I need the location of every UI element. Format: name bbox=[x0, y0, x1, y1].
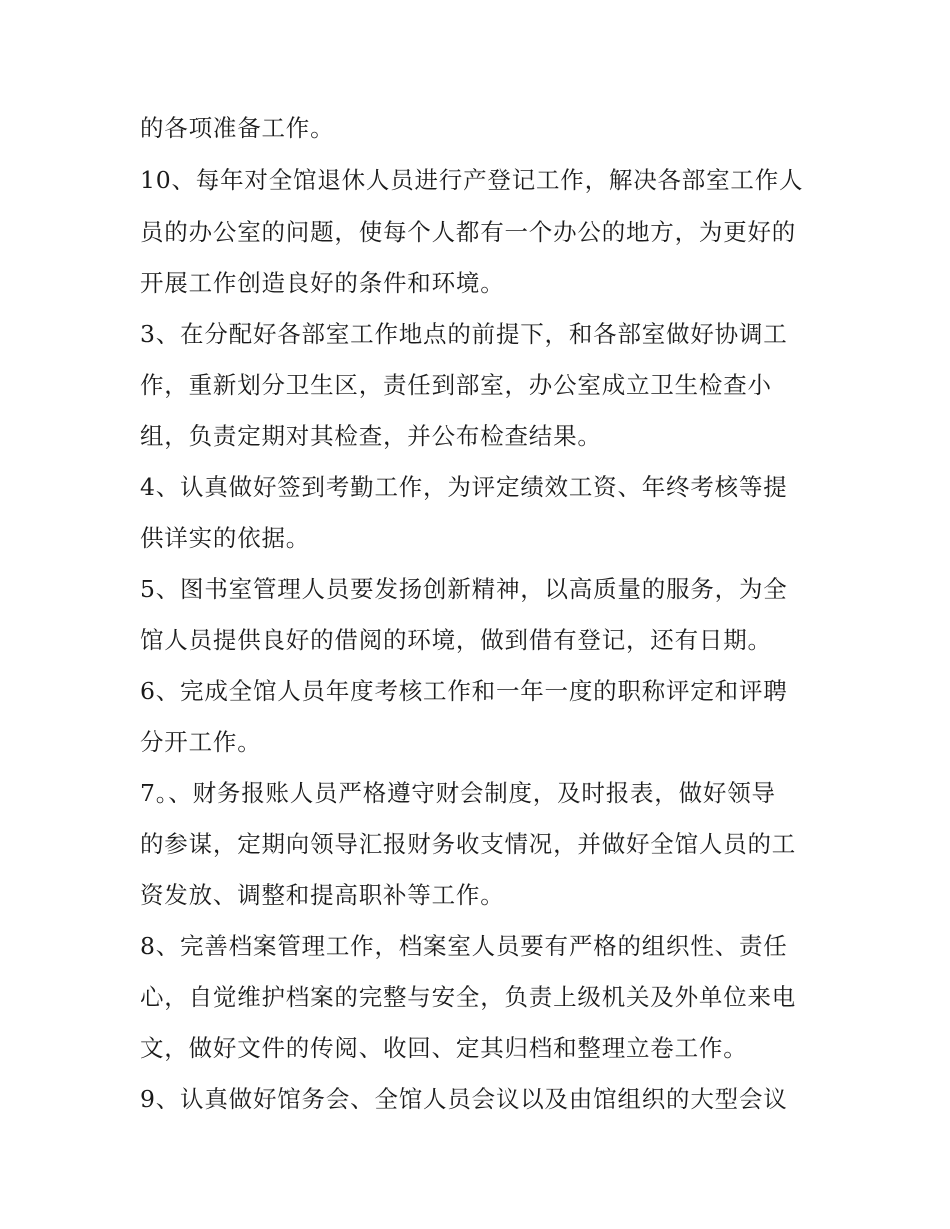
text-line: 10、每年对全馆退休人员进行产登记工作，解决各部室工作人 bbox=[140, 166, 804, 194]
text-line: 9、认真做好馆务会、全馆人员会议以及由馆组织的大型会议 bbox=[140, 1085, 788, 1113]
text-line: 6、完成全馆人员年度考核工作和一年一度的职称评定和评聘 bbox=[140, 677, 788, 705]
text-line: 3、在分配好各部室工作地点的前提下，和各部室做好协调工 bbox=[140, 320, 788, 348]
text-line: 组，负责定期对其检查，并公布检查结果。 bbox=[140, 422, 602, 450]
text-line: 员的办公室的问题，使每个人都有一个办公的地方，为更好的 bbox=[140, 218, 797, 246]
text-line: 资发放、调整和提高职补等工作。 bbox=[140, 881, 505, 909]
text-line: 供详实的依据。 bbox=[140, 524, 311, 552]
text-line: 8、完善档案管理工作，档案室人员要有严格的组织性、责任 bbox=[140, 932, 788, 960]
text-line: 5、图书室管理人员要发扬创新精神，以高质量的服务，为全 bbox=[140, 575, 788, 603]
text-line: 4、认真做好签到考勤工作，为评定绩效工资、年终考核等提 bbox=[140, 473, 788, 501]
text-line: 的各项准备工作。 bbox=[140, 114, 335, 142]
text-line: 文，做好文件的传阅、收回、定其归档和整理立卷工作。 bbox=[140, 1034, 748, 1062]
text-line: 分开工作。 bbox=[140, 728, 262, 756]
text-line: 7。、财务报账人员严格遵守财会制度，及时报表，做好领导 bbox=[140, 779, 776, 807]
text-line: 心，自觉维护档案的完整与安全，负责上级机关及外单位来电 bbox=[140, 983, 797, 1011]
text-line: 馆人员提供良好的借阅的环境，做到借有登记，还有日期。 bbox=[140, 626, 772, 654]
text-line: 作，重新划分卫生区，责任到部室，办公室成立卫生检查小 bbox=[140, 371, 772, 399]
text-line: 的参谋，定期向领导汇报财务收支情况，并做好全馆人员的工 bbox=[140, 830, 797, 858]
text-line: 开展工作创造良好的条件和环境。 bbox=[140, 269, 505, 297]
